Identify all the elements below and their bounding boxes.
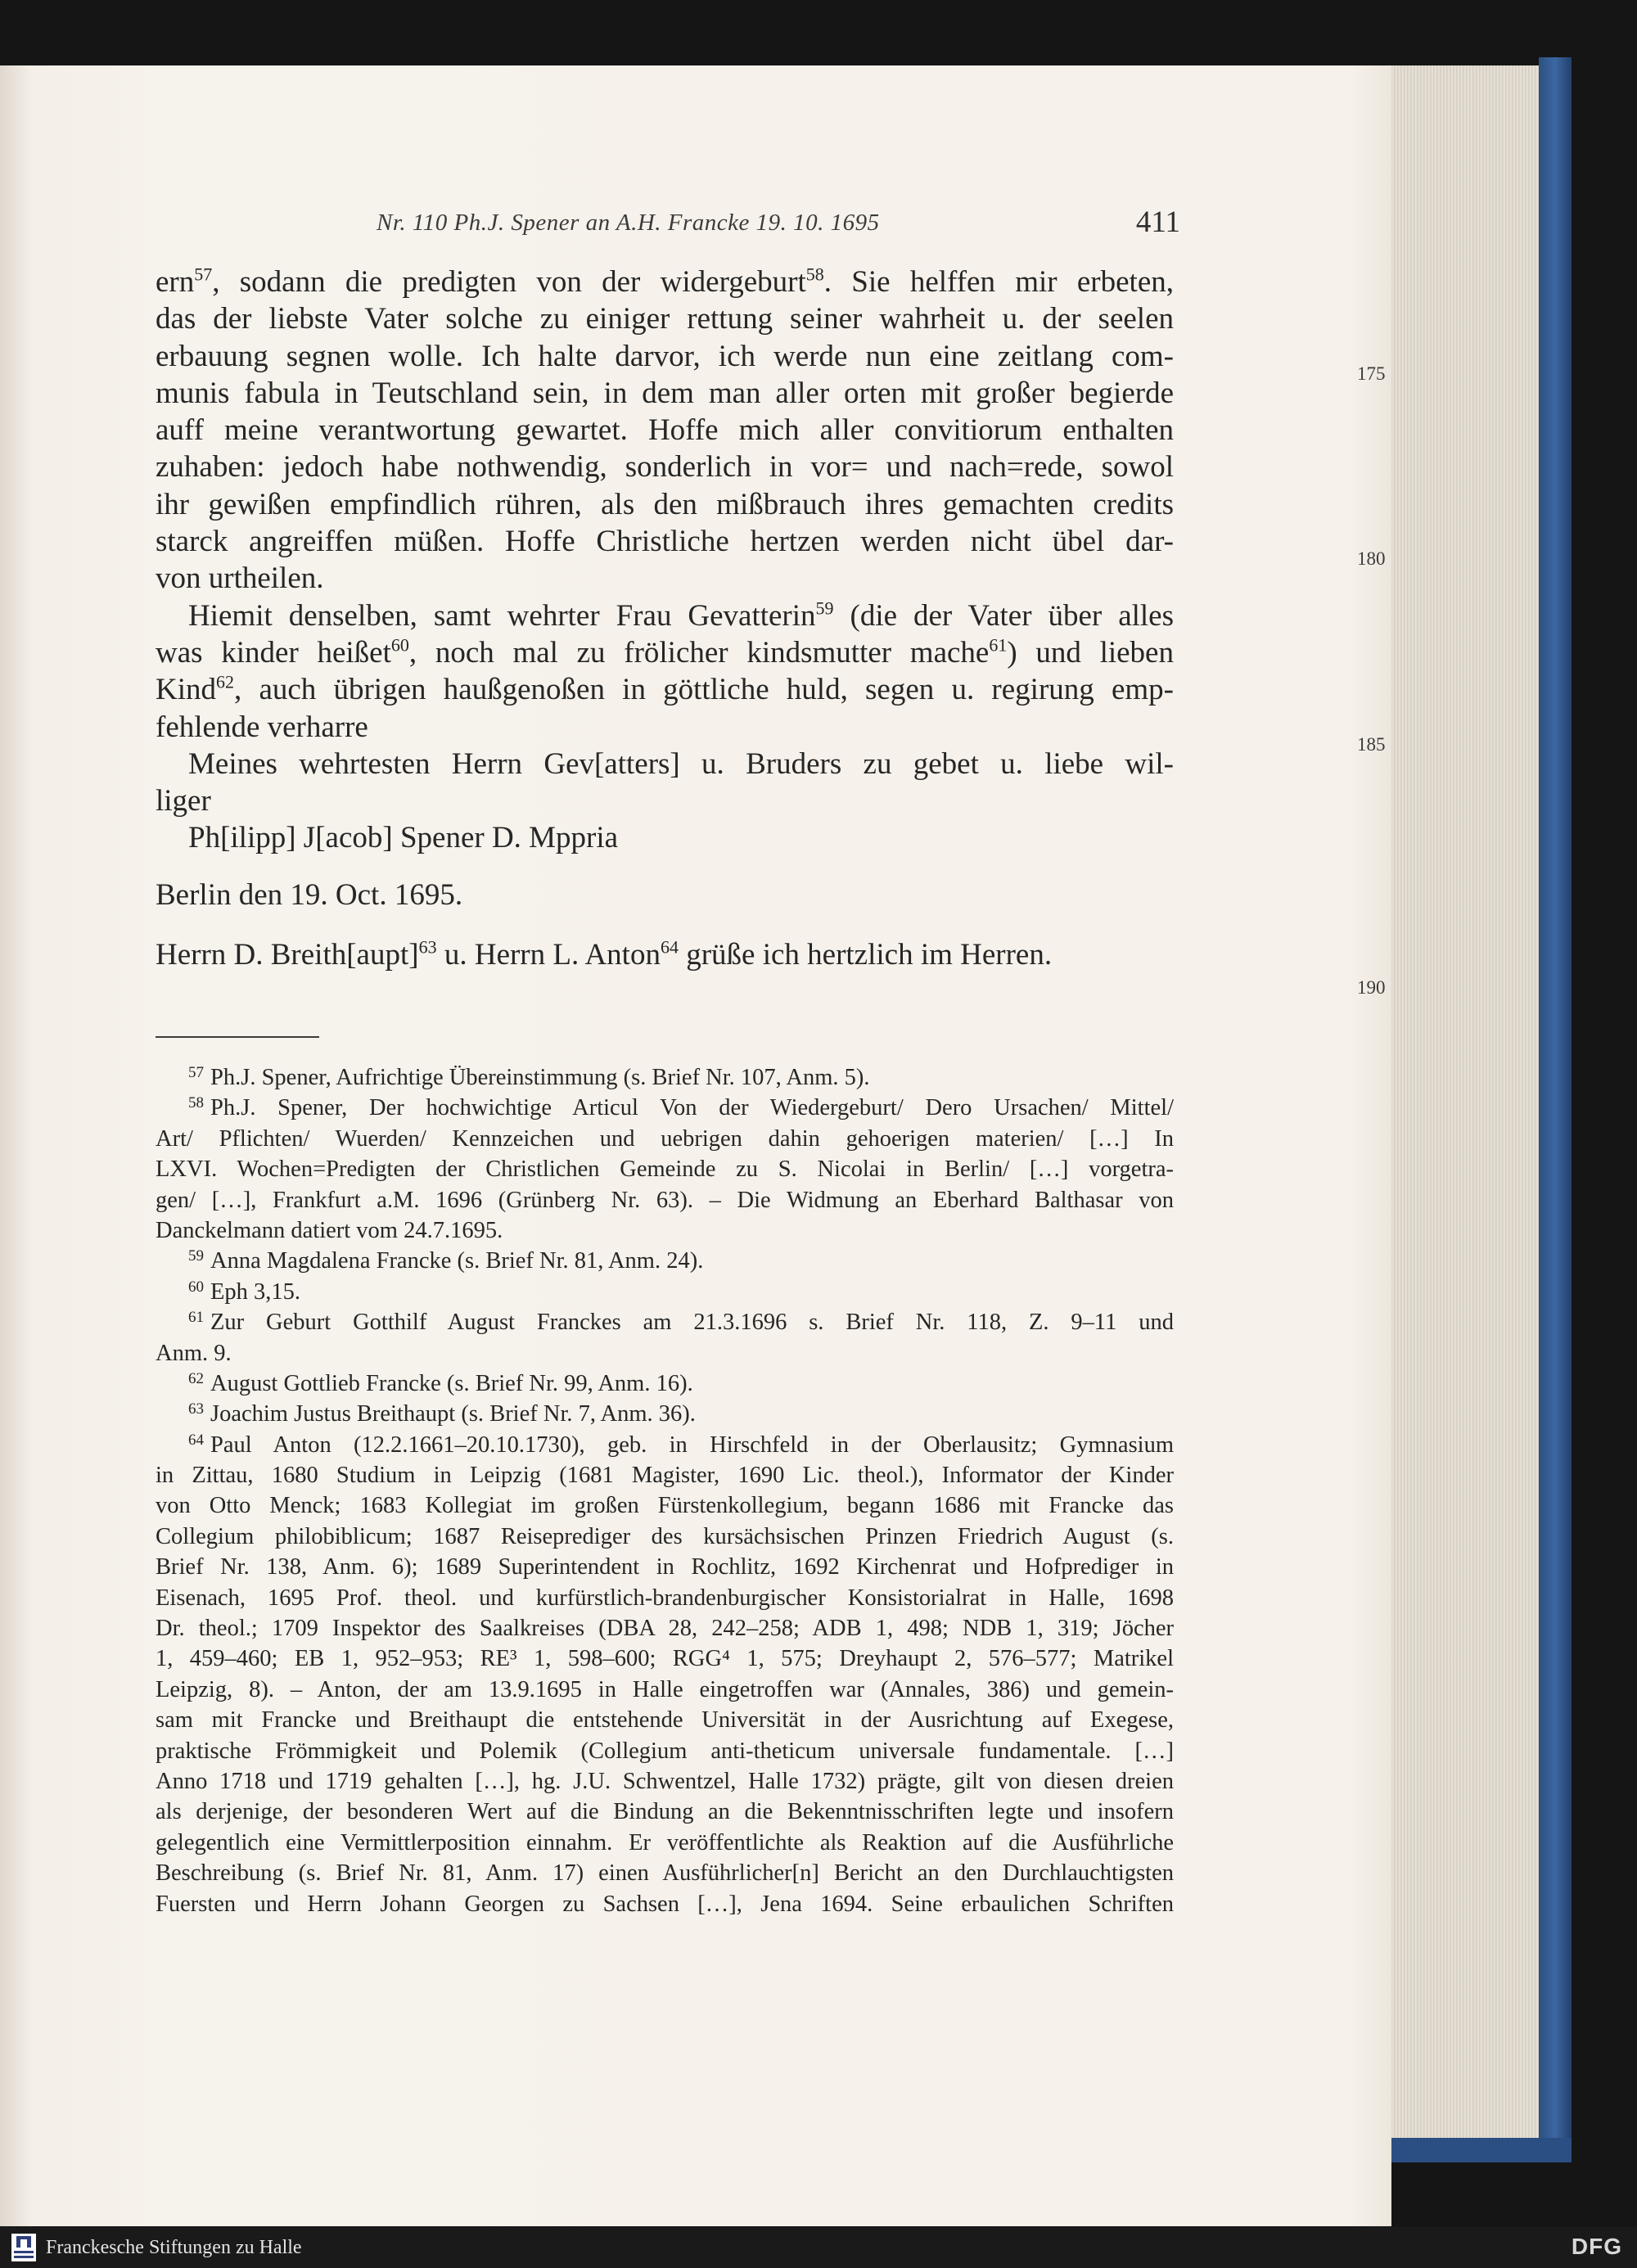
footnote-57: $^{57}$ Ph.J. Spener, Aufrichtige Übereinstimmung (s. Brief Nr. 107, Anm. 5). <box>188 1064 870 1090</box>
footnote-ref: 58 <box>805 264 824 285</box>
book-cover-bottom <box>1391 2138 1572 2162</box>
footnote-ref: 57 <box>194 264 213 285</box>
running-head: Nr. 110 Ph.J. Spener an A.H. Francke 19. 10. 1695 <box>377 210 880 236</box>
text-line: auff meine verantwortung gewartet. Hoffe mich aller convitiorum enthalten <box>156 413 1174 448</box>
footnotes <box>156 1062 1174 1919</box>
dfg-logo: DFG <box>1571 2234 1622 2259</box>
text-line: munis fabula in Teutschland sein, in dem man aller orten mit großer begierde <box>156 376 1174 410</box>
text-line: von urtheilen. <box>156 561 324 596</box>
postscript-line: Herrn D. Breith[aupt]$^{63}$ u. Herrn L. Anton$^{64}$ grüße ich hertzlich im Herren. <box>156 936 1053 972</box>
footnote-number: 60 <box>188 1278 204 1296</box>
institution-name: Franckesche Stiftungen zu Halle <box>46 2237 302 2258</box>
text-line: zuhaben: jedoch habe nothwendig, sonderlich in vor= und nach=rede, sowol <box>156 450 1174 485</box>
footnote-number: 63 <box>188 1400 204 1418</box>
footnote-58: $^{58}$ Ph.J. Spener, Der hochwichtige Articul Von der Wiedergeburt/ Dero Ursachen/ Mittel/ Art/ Pflichten/ Wuerden/ Kennzeichen und uebrigen dahin gehoerigen materien/ […] In LXVI. Wochen=Predigten der Christlichen Gemeinde zu S. Nicolai in Berlin/ […] vorgetra- gen/ […], Frankfurt a.M. 1696 (Grünberg Nr. 63). – Die Widmung an Eberhard Balthasar von Danckelmann datiert vom 24.7.1695. <box>156 1094 1174 1243</box>
footnote-60: $^{60}$ Eph 3,15. <box>188 1278 301 1305</box>
footnote-ref: 60 <box>390 634 409 656</box>
line-number: 190 <box>1357 977 1386 998</box>
footnote-62: $^{62}$ August Gottlieb Francke (s. Brief Nr. 99, Anm. 16). <box>188 1369 693 1396</box>
footer-bar <box>0 2227 1637 2268</box>
footnote-rule <box>156 1036 319 1038</box>
footnote-ref: 59 <box>815 597 834 619</box>
footnote-63: $^{63}$ Joachim Justus Breithaupt (s. Brief Nr. 7, Anm. 36). <box>188 1400 696 1427</box>
page-number: 411 <box>1135 205 1180 239</box>
footnote-ref: 62 <box>216 671 234 692</box>
text-line: liger <box>156 784 211 818</box>
text-line: Hiemit denselben, samt wehrter Frau Gevatterin$^{59}$ (die der Vater über alles <box>188 597 1174 633</box>
letter-text <box>156 264 1386 998</box>
institution-logo-icon <box>11 2234 36 2261</box>
text-line: was kinder heißet$^{60}$, noch mal zu frölicher kindsmutter mache$^{61}$) und lieben <box>156 634 1174 670</box>
footnote-number: 64 <box>188 1431 204 1449</box>
text-line: Kind$^{62}$, auch übrigen haußgenoßen in göttliche huld, segen u. regirung emp- <box>156 671 1174 707</box>
footnote-number: 59 <box>188 1247 204 1265</box>
line-number: 180 <box>1357 548 1386 569</box>
text-line: das der liebste Vater solche zu einiger rettung seiner wahrheit u. der seelen <box>156 302 1174 336</box>
footnote-number: 58 <box>188 1094 204 1112</box>
page-header <box>156 205 1187 246</box>
text-line: Meines wehrtesten Herrn Gev[atters] u. Bruders zu gebet u. liebe wil- <box>188 746 1174 781</box>
line-number: 175 <box>1357 363 1386 384</box>
signature-line: Ph[ilipp] J[acob] Spener D. Mppria <box>188 821 619 855</box>
footnote-ref: 61 <box>989 634 1008 656</box>
footnote-number: 57 <box>188 1064 204 1081</box>
footnote-number: 61 <box>188 1309 204 1327</box>
footnote-59: $^{59}$ Anna Magdalena Francke (s. Brief Nr. 81, Anm. 24). <box>188 1247 704 1274</box>
footnote-ref: 63 <box>418 936 437 958</box>
text-line: erbauung segnen wolle. Ich halte darvor, ich werde nun eine zeitlang com- <box>156 339 1174 373</box>
line-number: 185 <box>1357 734 1386 755</box>
dateline: Berlin den 19. Oct. 1695. <box>156 877 463 912</box>
text-line: ern$^{57}$, sodann die predigten von der widergeburt$^{58}$. Sie helffen mir erbeten, <box>156 264 1174 299</box>
footnote-number: 62 <box>188 1369 204 1387</box>
page-edges <box>1391 65 1552 2144</box>
footnote-61: $^{61}$ Zur Geburt Gotthilf August Franckes am 21.3.1696 s. Brief Nr. 118, Z. 9–11 und Anm. 9. <box>156 1309 1174 1366</box>
text-line: starck angreiffen müßen. Hoffe Christliche hertzen werden nicht übel dar- <box>156 525 1174 559</box>
footnote-64: $^{64}$ Paul Anton (12.2.1661–20.10.1730), geb. in Hirschfeld in der Oberlausitz; Gymnasium in Zittau, 1680 Studium in Leipzig (1681 Magister, 1690 Lic. theol.), Informator der Kinder von Otto Menck; 1683 Kollegiat im großen Fürstenkollegium, begann 1686 mit Francke das Collegium philobiblicum; 1687 Reiseprediger des kursächsischen Prinzen Friedrich August (s. Brief Nr. 138, Anm. 6); 1689 Superintendent in Rochlitz, 1692 Kirchenrat und Hofprediger in Eisenach, 1695 Prof. theol. und kurfürstlich-brandenburgischer Konsistorialrat in Halle, 1698 Dr. theol.; 1709 Inspektor des Saalkreises (DBA 28, 242–258; ADB 1, 498; NDB 1, 319; Jöcher 1, 459–460; EB 1, 952–953; RE³ 1, 598–600; RGG⁴ 1, 575; Dreyhaupt 2, 576–577; Matrikel Leipzig, 8). – Anton, der am 13.9.1695 in Halle eingetroffen war (Annales, 386) und gemein- sam mit Francke und Breithaupt die entstehende Universität in der Ausrichtung auf Exegese, praktische Frömmigkeit und Polemik (Collegium anti-theticum universale fundamentale. […] Anno 1718 und 1719 gehalten […], hg. J.U. Schwentzel, Halle 1732) prägte, gilt von diesen dreien als derjenige, der besonderen Wert auf die Bindung an die Bekenntnisschriften legte und insofern gelegentlich eine Vermittlerposition einnahm. Er veröffentlichte als Reaktion auf die Ausführliche Beschreibung (s. Brief Nr. 81, Anm. 17) einen Ausführlicher[n] Bericht an den Durchlauchtigsten Fuersten und Herrn Johann Georgen zu Sachsen […], Jena 1694. Seine erbaulichen Schriften <box>156 1431 1174 1917</box>
footnote-ref: 64 <box>660 936 679 958</box>
text-line: ihr gewißen empfindlich rühren, als den mißbrauch ihres gemachten credits <box>156 487 1174 521</box>
book-cover-right <box>1539 57 1572 2161</box>
text-line: fehlende verharre <box>156 710 368 744</box>
